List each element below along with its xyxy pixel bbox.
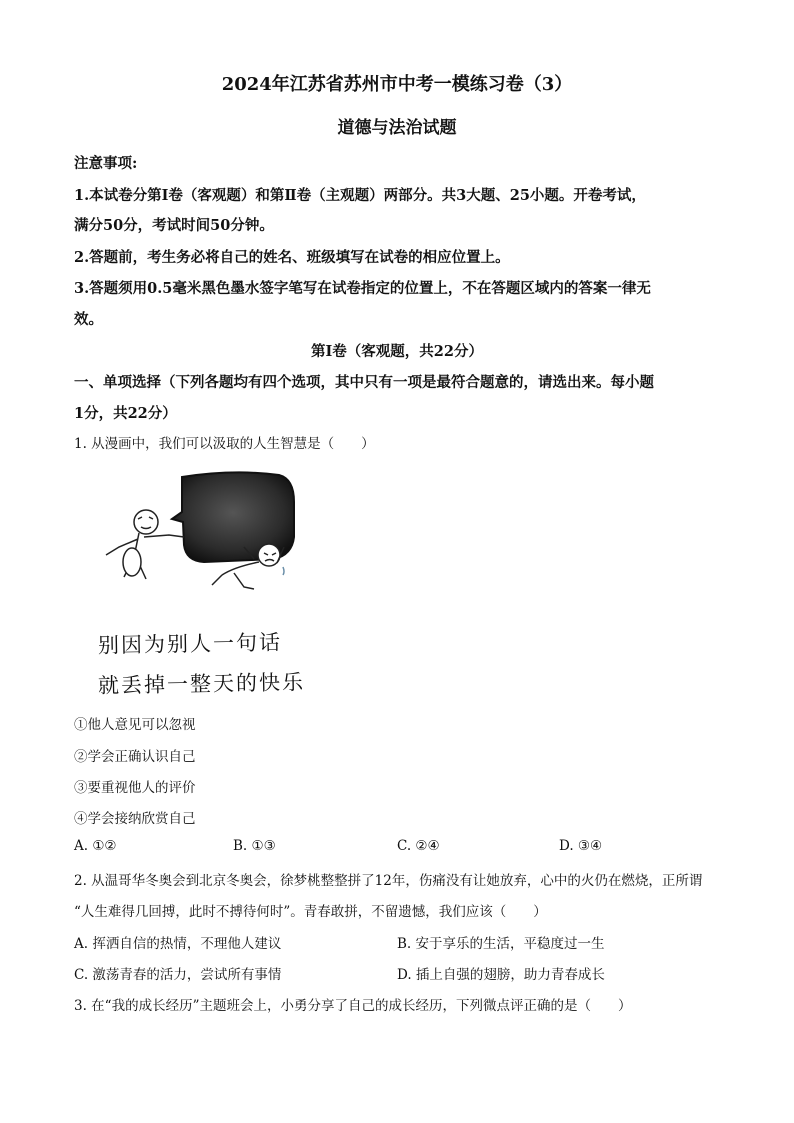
statement-4: ④学会接纳欣赏自己 (74, 811, 196, 827)
q1-option-c: C. ②④ (397, 838, 440, 854)
question-1-stem: 1. 从漫画中，我们可以汲取的人生智慧是（ ） (74, 436, 375, 452)
statement-2: ②学会正确认识自己 (74, 749, 196, 765)
q1-option-a: A. ①② (74, 838, 117, 854)
section-instruction-2: 1分，共22分） (74, 405, 177, 422)
notice-line-2: 满分50分，考试时间50分钟。 (74, 217, 274, 234)
section-instruction-1: 一、单项选择（下列各题均有四个选项，其中只有一项是最符合题意的，请选出来。每小题 (74, 374, 654, 391)
q2-option-d: D. 插上自强的翅膀，助力青春成长 (397, 967, 605, 983)
q1-option-d: D. ③④ (559, 838, 603, 854)
exam-subtitle: 道德与法治试题 (337, 118, 457, 138)
q2-option-c: C. 激荡青春的活力，尝试所有事情 (74, 967, 282, 983)
pointing-person (106, 510, 184, 579)
cartoon-illustration (94, 467, 304, 592)
notice-line-3: 2.答题前，考生务必将自己的姓名、班级填写在试卷的相应位置上。 (74, 249, 510, 266)
statement-1: ①他人意见可以忽视 (74, 717, 196, 733)
notice-line-4: 3.答题须用0.5毫米黑色墨水签字笔写在试卷指定的位置上，不在答题区域内的答案一律无 (74, 280, 651, 297)
question-2-stem-2: “人生难得几回搏，此时不搏待何时”。青春敢拼，不留遗憾，我们应该（ ） (74, 904, 547, 920)
notice-line-5: 效。 (74, 311, 103, 328)
statement-3: ③要重视他人的评价 (74, 780, 196, 796)
question-2-stem-1: 2. 从温哥华冬奥会到北京冬奥会，徐梦桃整整拼了12年，伤痛没有让她放弃，心中的火仍在燃烧，正所谓 (74, 873, 703, 889)
section-title: 第Ⅰ卷（客观题，共22分） (311, 343, 483, 360)
cartoon-caption-line-2: 就丢掉一整天的快乐 (97, 670, 306, 698)
exam-title: 2024年江苏省苏州市中考一模练习卷（3） (221, 74, 573, 95)
notice-line-1: 1.本试卷分第Ⅰ卷（客观题）和第Ⅱ卷（主观题）两部分。共3大题、25小题。开卷考试， (74, 187, 646, 204)
question-3-stem: 3. 在“我的成长经历”主题班会上，小勇分享了自己的成长经历，下列微点评正确的是（ ） (74, 998, 632, 1014)
q2-option-a: A. 挥洒自信的热情，不理他人建议 (74, 936, 282, 952)
cartoon-caption-line-1: 别因为别人一句话 (97, 630, 283, 658)
q2-option-b: B. 安于享乐的生活，平稳度过一生 (397, 936, 605, 952)
q1-option-b: B. ①③ (233, 838, 276, 854)
notice-heading: 注意事项: (74, 155, 138, 172)
